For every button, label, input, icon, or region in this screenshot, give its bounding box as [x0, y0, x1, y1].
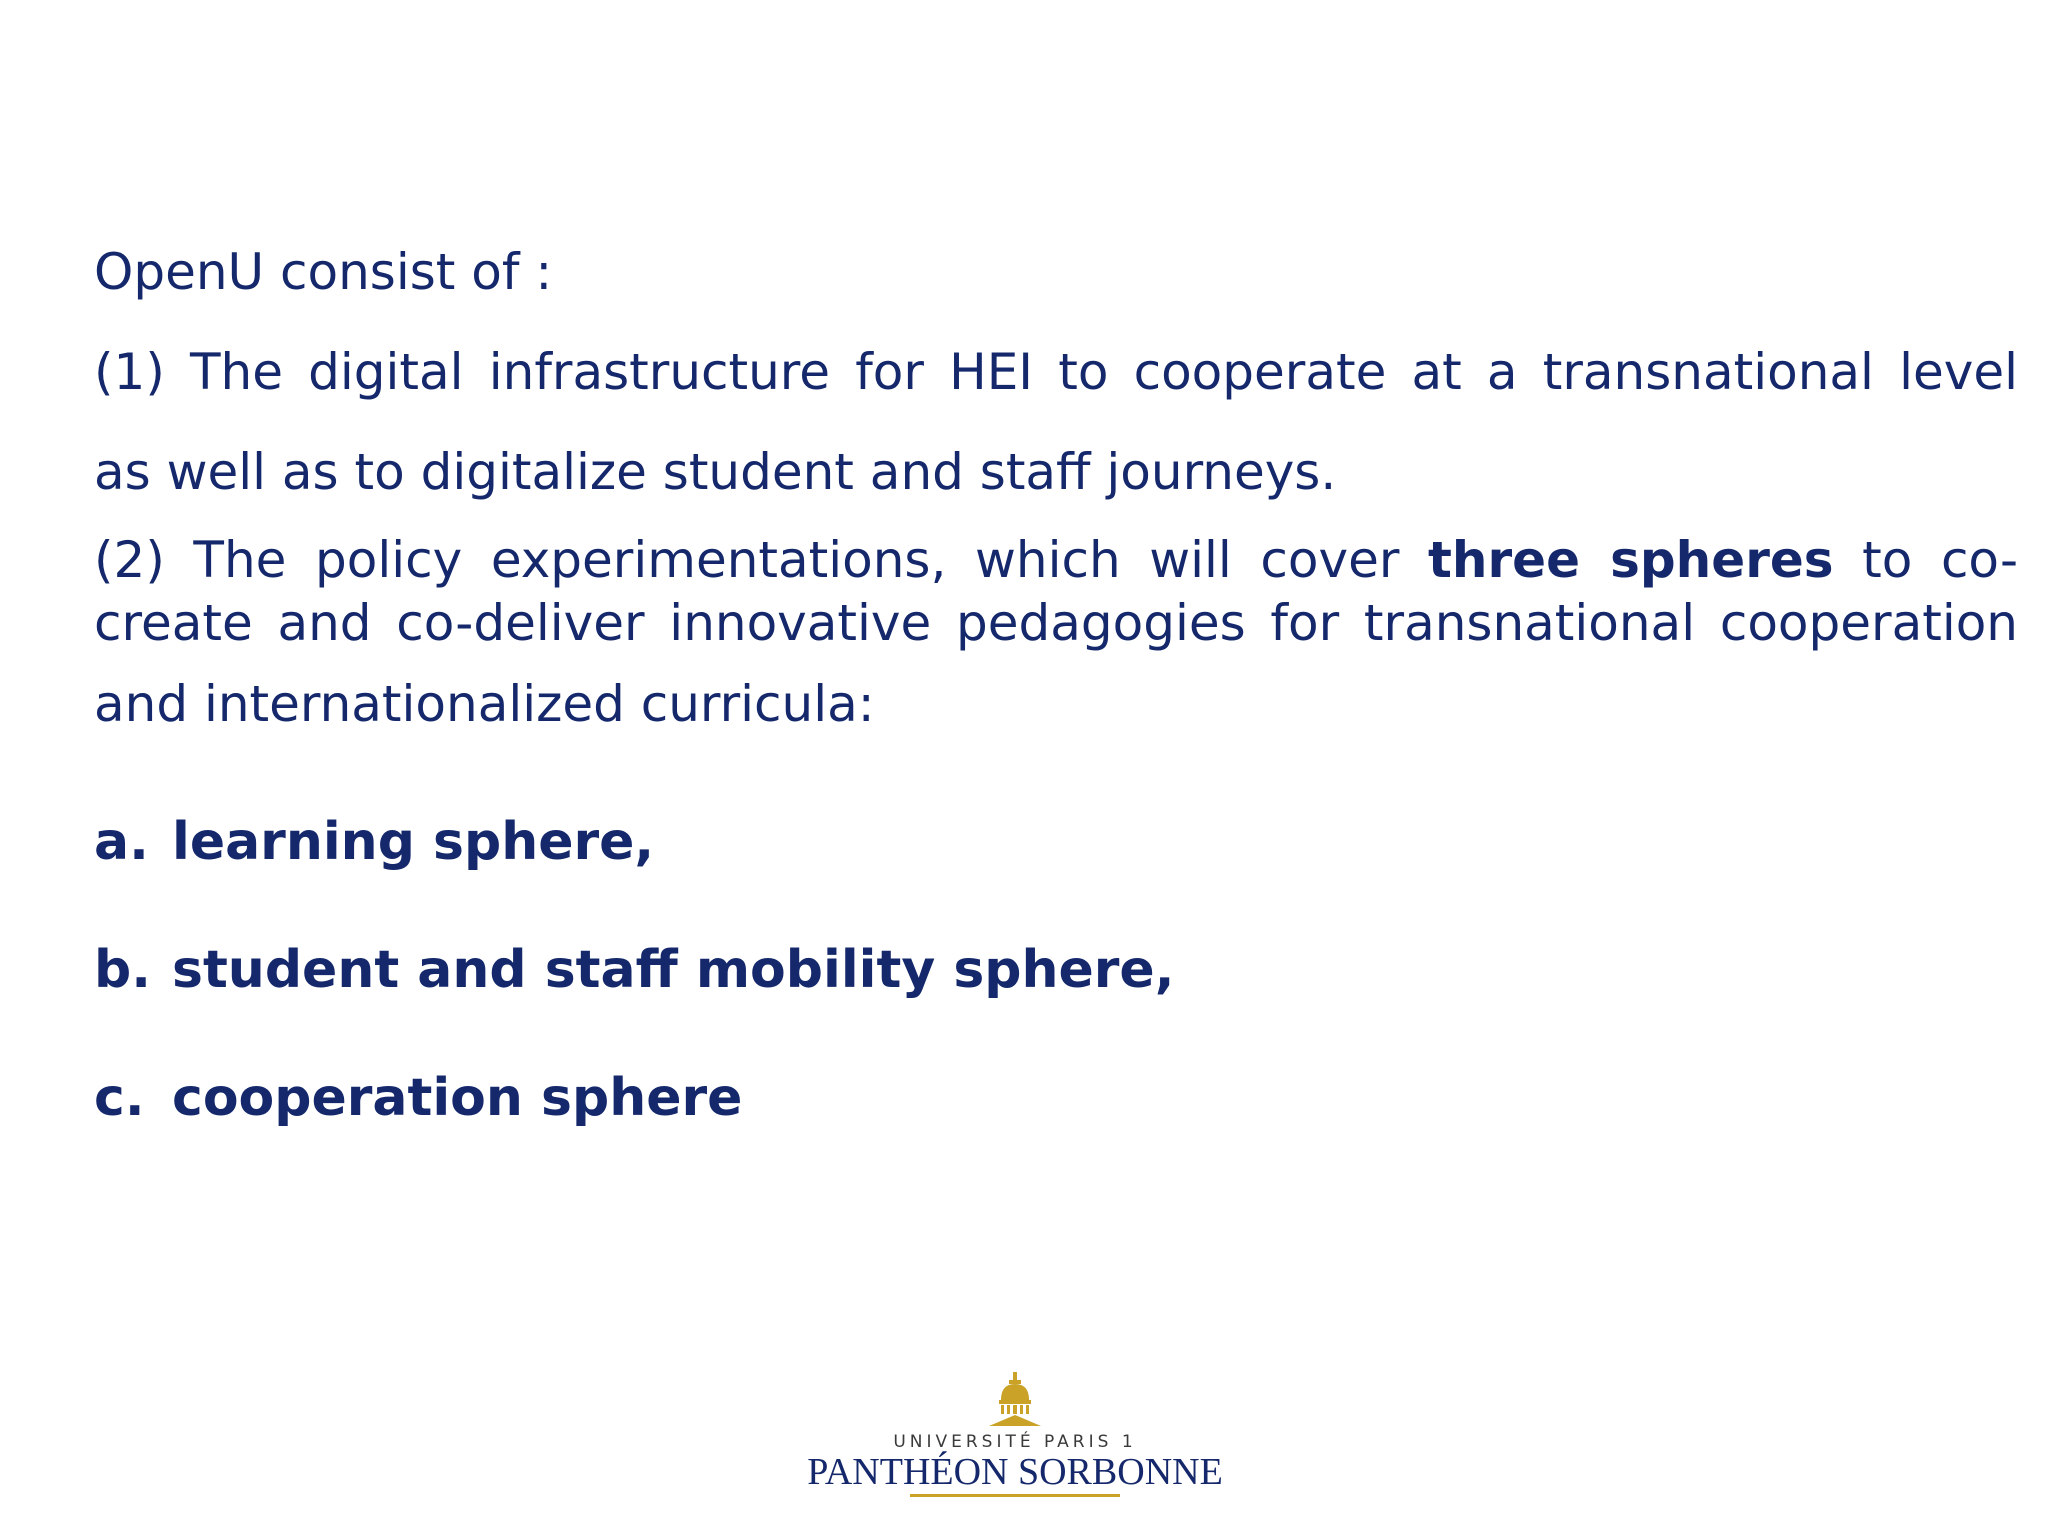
point-2-prefix: (2) The policy experimentations, which will cover: [94, 531, 1429, 589]
point-2-line-1: [94, 528, 2018, 592]
list-marker: c.: [94, 1068, 145, 1128]
point-2-line-2: create and co-deliver innovative pedagogies for transnational cooperation: [94, 594, 2018, 652]
list-item-label: cooperation sphere: [172, 1068, 743, 1128]
point-2-line-3: and internationalized curricula:: [94, 675, 875, 733]
point-2-emphasis: three spheres: [1428, 531, 1834, 589]
sphere-item-mobility: [94, 930, 2018, 1058]
logo-underline: [910, 1494, 1120, 1497]
spheres-list: [94, 802, 2018, 1186]
point-1-line-2: as well as to digitalize student and staff journeys.: [94, 443, 1337, 501]
point-2: [94, 528, 2018, 754]
list-item-label: student and staff mobility sphere,: [172, 940, 1175, 1000]
slide-content: [94, 232, 2018, 1186]
university-name: PANTHÉON SORBONNE: [807, 1451, 1223, 1493]
point-1-line-1: (1) The digital infrastructure for HEI to cooperate at a transnational level: [94, 343, 2018, 401]
point-2-suffix: to co-: [1833, 531, 2018, 589]
list-marker: a.: [94, 812, 149, 872]
sphere-item-learning: [94, 802, 2018, 930]
pantheon-dome-icon: [985, 1370, 1045, 1428]
university-logo: [785, 1370, 1245, 1510]
intro-text: OpenU consist of :: [94, 243, 553, 301]
university-line: UNIVERSITÉ PARIS 1: [893, 1432, 1137, 1452]
list-item-label: learning sphere,: [172, 812, 655, 872]
list-marker: b.: [94, 940, 151, 1000]
point-1: [94, 322, 2018, 522]
sphere-item-cooperation: [94, 1058, 2018, 1186]
